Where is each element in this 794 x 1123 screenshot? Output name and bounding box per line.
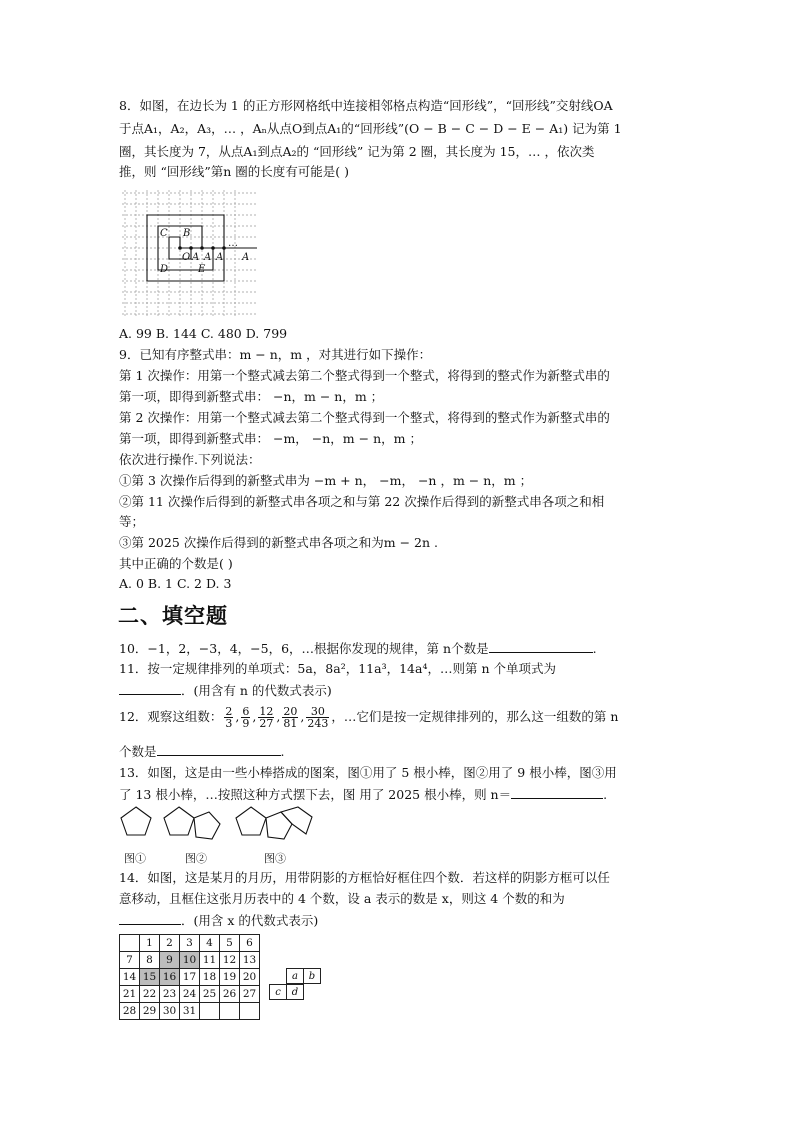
- q11-line1: 11．按一定规律排列的单项式：5a，8a²，11a³，14a⁴，…则第 n 个单项式为: [119, 661, 556, 676]
- shape-frame-bottom: [269, 984, 304, 1000]
- calendar-row: 14 15 16 17 18 19 20: [120, 969, 260, 986]
- q13-answer-blank[interactable]: [511, 786, 603, 799]
- q8-line3: 圈，其长度为 7，从点A₁到点A₂的 “回形线” 记为第 2 圈，其长度为 15，… ，依次类: [119, 144, 595, 159]
- cell-b: b: [304, 969, 321, 984]
- calendar-row: 21 22 23 24 25 26 27: [120, 986, 260, 1003]
- calendar-row: 28 29 30 31: [120, 1003, 260, 1020]
- calendar-row: 1 2 3 4 5 6: [120, 935, 260, 952]
- q8-options: A. 99 B. 144 C. 480 D. 799: [119, 326, 288, 341]
- q8-line4: 推，则 “回形线”第n 圈的长度有可能是( ): [119, 164, 350, 179]
- calendar-row: 7 8 9 10 11 12 13: [120, 952, 260, 969]
- q8-line2: 于点A₁，A₂，A₃，… ，Aₙ从点O到点A₁的“回形线”(O − B − C − D − E − A₁) 记为第 1: [119, 121, 622, 136]
- q14-answer-blank[interactable]: [119, 912, 181, 925]
- label-a: A: [242, 252, 250, 263]
- q10-answer-blank[interactable]: [489, 640, 593, 653]
- q10-text: 10．−1，2，−3，4，−5，6，…根据你发现的规律，第 n个数是: [119, 641, 489, 656]
- q9-line4: 第 2 次操作：用第一个整式减去第二个整式得到一个整式，将得到的整式作为新整式串的: [119, 410, 610, 425]
- q12-suffix: ，…它们是按一定规律排列的，那么这一组数的第 n: [331, 709, 619, 724]
- q14-line3-text: ．(用含 x 的代数式表示): [181, 913, 319, 928]
- q12-frac-1: $\frac{2}{3}$: [225, 705, 233, 730]
- q12-frac-4: $\frac{20}{81}$: [283, 705, 298, 730]
- q9-line2: 第 1 次操作：用第一个整式减去第二个整式得到一个整式，将得到的整式作为新整式串的: [119, 368, 610, 383]
- label-o: O: [182, 252, 191, 263]
- q12-frac-3: $\frac{12}{27}$: [259, 705, 274, 730]
- section-heading: 二、填空题: [118, 604, 228, 628]
- q12-prefix: 12．观察这组数：: [119, 709, 223, 724]
- label-a1: A: [192, 252, 200, 263]
- q12-frac-5: $\frac{30}{243}$: [307, 705, 329, 730]
- q9-line8: ②第 11 次操作后得到的新整式串各项之和与第 22 次操作后得到的新整式串各项之和相: [119, 494, 605, 509]
- calendar-table: [119, 934, 260, 1020]
- q14-line3: [119, 912, 318, 929]
- label-a3: A: [216, 252, 224, 263]
- q9-line5: 第一项，即得到新整式串： −m， −n，m − n，m ；: [119, 431, 422, 446]
- figure-3-pentagon-b: [266, 812, 292, 839]
- label-b: B: [183, 228, 191, 239]
- q13-line1: 13．如图，这是由一些小棒搭成的图案，图①用了 5 根小棒，图②用了 9 根小棒，图③用: [119, 765, 617, 780]
- label-dots: …: [228, 238, 238, 249]
- q8-line1: 8．如图，在边长为 1 的正方形网格纸中连接相邻格点构造“回形线”，“回形线”交射线OA: [119, 98, 613, 113]
- q9-line11: 其中正确的个数是( ): [119, 556, 233, 571]
- caption-fig2: 图②: [185, 852, 207, 865]
- q12-line2: [119, 743, 285, 760]
- q9-line3: 第一项，即得到新整式串： −n，m − n，m ；: [119, 389, 384, 404]
- q9-line9: 等；: [119, 514, 145, 529]
- figure-2-pentagon-a: [164, 807, 194, 835]
- label-d: D: [160, 264, 169, 275]
- q14-line2: 意移动，且框住这张月历表中的 4 个数，设 a 表示的数是 x，则这 4 个数的和为: [119, 891, 565, 906]
- figure-3-pentagon-c: [281, 807, 312, 834]
- q11-answer-blank[interactable]: [119, 682, 181, 695]
- figure-1-pentagon: [121, 807, 151, 835]
- figure-3-pentagon-a: [236, 807, 266, 835]
- q9-line1: 9．已知有序整式串：m − n，m ，对其进行如下操作：: [119, 347, 432, 362]
- q13-pentagon-figures: [118, 804, 328, 848]
- shape-frame-top: [286, 968, 321, 984]
- cell-a: a: [287, 969, 304, 984]
- figure-2-pentagon-b: [194, 812, 220, 839]
- caption-fig3: 图③: [264, 852, 286, 865]
- q13-line2-text: 了 13 根小棒，…按照这种方式摆下去，图 用了 2025 根小棒，则 n＝: [119, 787, 512, 802]
- label-c: C: [160, 228, 168, 239]
- q9-options: A. 0 B. 1 C. 2 D. 3: [119, 576, 232, 591]
- caption-fig1: 图①: [124, 852, 146, 865]
- q13-end: .: [603, 787, 608, 802]
- q11-line2: [119, 682, 332, 699]
- q13-line2: [119, 786, 607, 803]
- q12-line1: 12．观察这组数： $\frac{2}{3}$ , $\frac{6}{9}$ , $\frac{12}{27}$ , $\frac{20}{81}$ , $\frac{30}{243}$ ，…它们是按一定规律排列的，那么这一组数的第 n: [119, 705, 619, 730]
- label-a2: A: [204, 252, 212, 263]
- q9-line10: ③第 2025 次操作后得到的新整式串各项之和为m − 2n .: [119, 535, 438, 550]
- q9-line6: 依次进行操作.下列说法：: [119, 452, 261, 467]
- q14-line1: 14．如图，这是某月的月历，用带阴影的方框恰好框住四个数．若这样的阴影方框可以任: [119, 870, 610, 885]
- q12-end: .: [280, 744, 285, 759]
- q12-frac-2: $\frac{6}{9}$: [242, 705, 250, 730]
- q8-spiral-figure: [120, 188, 260, 318]
- q11-line2-text: ．(用含有 n 的代数式表示): [181, 683, 332, 698]
- q12-line2-text: 个数是: [119, 744, 157, 759]
- q9-line7: ①第 3 次操作后得到的新整式串为 −m + n， −m， −n ，m − n，m ；: [119, 473, 533, 488]
- cell-c: c: [270, 985, 287, 1000]
- q10-end: .: [592, 641, 597, 656]
- q12-answer-blank[interactable]: [157, 743, 281, 756]
- cell-d: d: [287, 985, 304, 1000]
- label-e: E: [198, 264, 206, 275]
- q10-line: [119, 640, 597, 657]
